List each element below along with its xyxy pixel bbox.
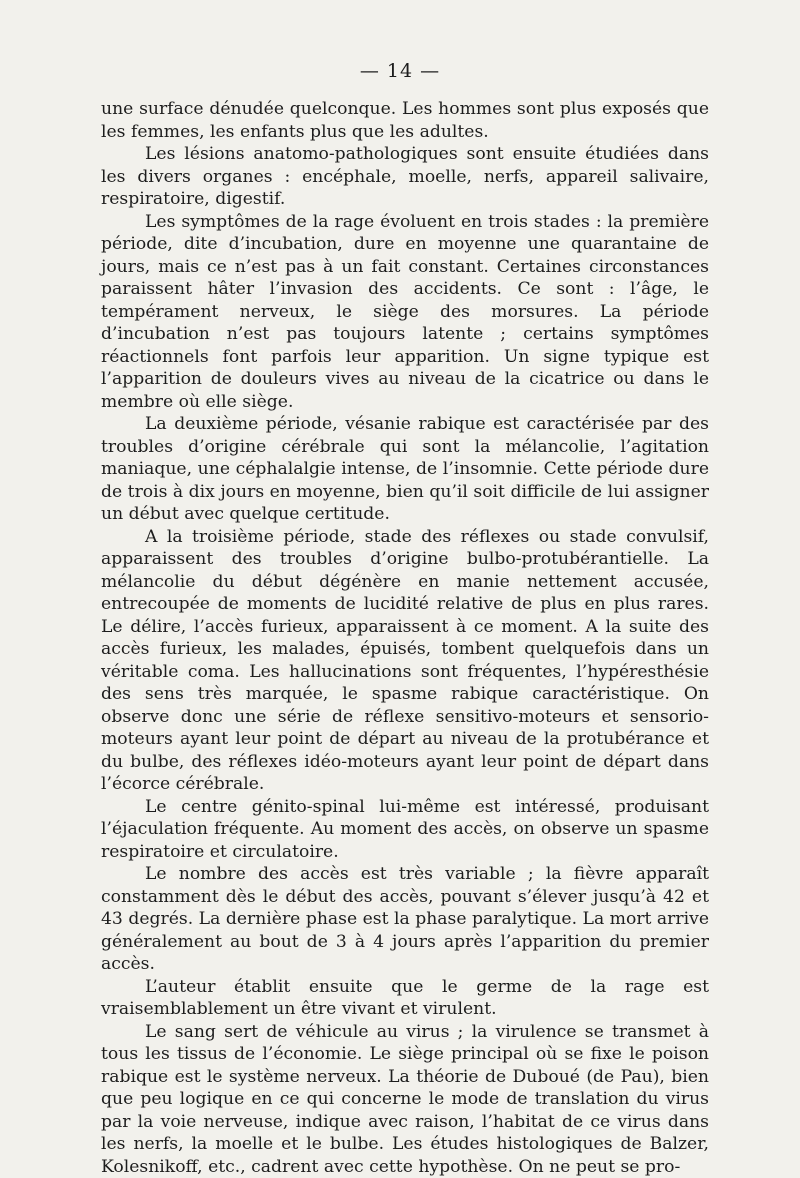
page-number: — 14 — [0, 60, 800, 82]
paragraph: Le sang sert de véhicule au virus ; la virulence se transmet à tous les tissus de l’économie. Le siège principal où se fixe le poison rabique est le système nerveux. La théorie de Duboué (de Pau), bien que peu logique en ce qui concerne le mode de translation du virus par la voie nerveuse, indique avec raison, l’habitat de ce virus dans les nerfs, la moelle et le bulbe. Les études histologiques de Balzer, Kolesnikoff, etc., cadrent avec cette hypothèse. On ne peut se pro- [101, 1021, 709, 1178]
paragraph: La deuxième période, vésanie rabique est caractérisée par des troubles d’origine cérébrale qui sont la mélancolie, l’agitation maniaque, une céphalalgie intense, de l’insomnie. Cette période dure de trois à dix jours en moyenne, bien qu’il soit difficile de lui assigner un début avec quelque certitude. [101, 413, 709, 526]
paragraph: une surface dénudée quelconque. Les hommes sont plus exposés que les femmes, les enfants plus que les adultes. [101, 98, 709, 143]
paragraph: Le centre génito-spinal lui-même est intéressé, produisant l’éjaculation fréquente. Au moment des accès, on observe un spasme respiratoire et circulatoire. [101, 796, 709, 864]
paragraph: Le nombre des accès est très variable ; la fièvre apparaît constamment dès le début des accès, pouvant s’élever jusqu’à 42 et 43 degrés. La dernière phase est la phase paralytique. La mort arrive généralement au bout de 3 à 4 jours après l’apparition du premier accès. [101, 863, 709, 976]
paragraph: A la troisième période, stade des réflexes ou stade convulsif, apparaissent des troubles d’origine bulbo-protubérantielle. La mélancolie du début dégénère en manie nettement accusée, entrecoupée de moments de lucidité relative de plus en plus rares. Le délire, l’accès furieux, apparaissent à ce moment. A la suite des accès furieux, les malades, épuisés, tombent quelquefois dans un véritable coma. Les hallucinations sont fréquentes, l’hypéresthésie des sens très marquée, le spasme rabique caractéristique. On observe donc une série de réflexe sensitivo-moteurs et sensorio-moteurs ayant leur point de départ au niveau de la protubérance et du bulbe, des réflexes idéo-moteurs ayant leur point de départ dans l’écorce cérébrale. [101, 526, 709, 796]
paragraph: Les lésions anatomo-pathologiques sont ensuite étudiées dans les divers organes : encéphale, moelle, nerfs, appareil salivaire, respiratoire, digestif. [101, 143, 709, 211]
paragraph: Les symptômes de la rage évoluent en trois stades : la première période, dite d’incubation, dure en moyenne une quarantaine de jours, mais ce n’est pas à un fait constant. Certaines circonstances paraissent hâter l’invasion des accidents. Ce sont : l’âge, le tempérament nerveux, le siège des morsures. La période d’incubation n’est pas toujours latente ; certains symptômes réactionnels font parfois leur apparition. Un signe typique est l’apparition de douleurs vives au niveau de la cicatrice ou dans le membre où elle siège. [101, 211, 709, 414]
paragraph: L’auteur établit ensuite que le germe de la rage est vraisemblablement un être vivant et virulent. [101, 976, 709, 1021]
body-text [101, 98, 709, 1178]
